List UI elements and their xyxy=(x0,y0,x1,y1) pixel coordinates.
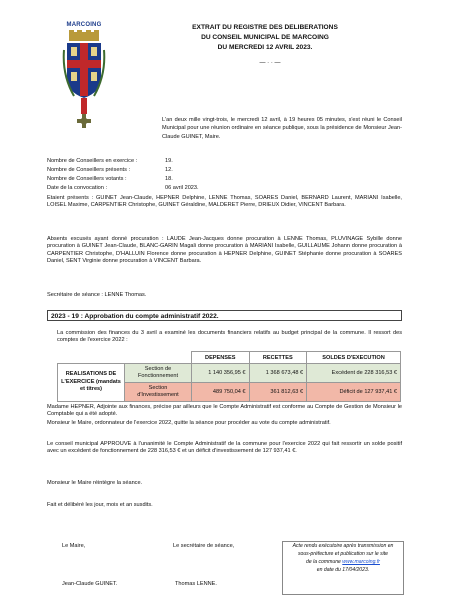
notice-line: Acte rendu exécutoire après transmission en xyxy=(292,543,394,549)
absent-members: Absents excusés ayant donné procuration : LAUDE Jean-Jacques donne procuration à LENNE Thomas, PLUVINAGE Sybille donne procuration à GUINET Jean-Claude, BLANC-GARIN Magali donne procuration à MARIANI Isabelle, GUILLAUME Johann donne procuration à CARPENTIER Christophe, D'HALLUIN Florence donne procuration à HEPNER Delphine, GUINET Stéphanie donne procuration à SOARES Daniel, SENT Virginie donne procuration à VINCENT Barbara. xyxy=(47,236,402,265)
solde-value: Excédent de 228 316,53 € xyxy=(307,364,401,383)
present-members: Etaient présents : GUINET Jean-Claude, HEPNER Delphine, LENNE Thomas, SOARES Daniel, BERNARD Laurent, MARIANI Isabelle, LOISEL Maxime, CARPENTIER Christophe, GUINET Géraldine, MALDERET Pierre, DRIEUX Didier, VINCENT Barbara. xyxy=(47,195,402,209)
row-label: Section d'Investissement xyxy=(125,383,192,402)
secretaire-name: Thomas LENNE. xyxy=(175,581,217,587)
recettes-value: 1 368 673,48 € xyxy=(249,364,307,383)
header-line-3: DU MERCREDI 12 AVRIL 2023. xyxy=(217,44,313,51)
depenses-value: 489 750,04 € xyxy=(192,383,250,402)
depenses-value: 1 140 356,95 € xyxy=(192,364,250,383)
row-header: REALISATIONS DE L'EXERCICE (mandats et titres) xyxy=(58,364,125,402)
count-row xyxy=(47,167,297,174)
count-label: Nombre de Conseillers en exercice : xyxy=(47,158,138,164)
notice-line: sous-préfecture et publication sur le site xyxy=(297,551,389,557)
commission-text: La commission des finances du 3 avril a examiné les documents financiers relatifs au budget principal de la commune. Il ressort des comptes de l'exercice 2022 : xyxy=(57,330,402,344)
secretaire-signature-label: Le secrétaire de séance, xyxy=(173,543,235,549)
count-label: Nombre de Conseillers votants : xyxy=(47,176,127,182)
return-statement: Monsieur le Maire réintègre la séance. xyxy=(47,480,143,486)
hepner-statement: Madame HEPNER, Adjointe aux finances, précise par ailleurs que le Compte Administratif est conforme au Compte de Gestion de Monsieur le Comptable qui a été adopté. xyxy=(47,404,402,418)
header-separator: — · · — xyxy=(259,60,281,66)
column-header: SOLDES D'EXECUTION xyxy=(307,352,401,364)
financial-table xyxy=(57,351,401,402)
maire-signature-label: Le Maire, xyxy=(62,543,86,549)
document-header xyxy=(150,23,380,53)
recettes-value: 361 812,63 € xyxy=(249,383,307,402)
column-header: RECETTES xyxy=(249,352,307,364)
notice-line xyxy=(283,558,403,566)
notice-text: de la commune xyxy=(306,559,343,565)
count-row xyxy=(47,185,297,192)
row-label: Section de Fonctionnement xyxy=(125,364,192,383)
count-value: 18. xyxy=(165,176,173,182)
count-label: Date de la convocation : xyxy=(47,185,108,191)
maire-name: Jean-Claude GUINET. xyxy=(62,581,118,587)
count-label: Nombre de Conseillers présents : xyxy=(47,167,131,173)
count-value: 19. xyxy=(165,158,173,164)
closing-statement: Fait et délibéré les jour, mois et an susdits. xyxy=(47,502,153,508)
crest-label: MARCOING xyxy=(66,22,102,28)
solde-value: Déficit de 127 937,41 € xyxy=(307,383,401,402)
marcoing-coat-of-arms-logo xyxy=(62,30,106,150)
count-value: 12. xyxy=(165,167,173,173)
notice-line: en date du 17/04/2023. xyxy=(316,567,370,573)
section-title: 2023 - 19 : Approbation du compte administratif 2022. xyxy=(47,310,402,321)
intro-paragraph: L'an deux mille vingt-trois, le mercredi 12 avril, à 19 heures 05 minutes, s'est réuni le Conseil Municipal pour une réunion ordinaire en séance publique, sous la présidence de Monsieur Jean-Claude GUINET, Maire. xyxy=(162,117,402,140)
header-line-2: DU CONSEIL MUNICIPAL DE MARCOING xyxy=(201,34,329,41)
count-value: 06 avril 2023. xyxy=(165,185,199,191)
table-row xyxy=(58,364,401,383)
column-header: DEPENSES xyxy=(192,352,250,364)
header-line-1: EXTRAIT DU REGISTRE DES DELIBERATIONS xyxy=(192,24,338,31)
maire-statement: Monsieur le Maire, ordonnateur de l'exercice 2022, quitte la séance pour procéder au vote du compte administratif. xyxy=(47,420,331,426)
session-secretary: Secrétaire de séance : LENNE Thomas. xyxy=(47,292,147,298)
count-row xyxy=(47,158,297,165)
execution-notice-box xyxy=(282,541,404,595)
approval-statement: Le conseil municipal APPROUVE à l'unanimité le Compte Administratif de la commune pour l'exercice 2022 qui fait ressortir un solde positif avec un excédent de fonctionnement de 228 316,53 € et un déficit d'investissement de 127 937,41 €. xyxy=(47,441,402,455)
count-row xyxy=(47,176,297,183)
marcoing-website-link[interactable]: www.marcoing.fr xyxy=(342,559,380,565)
table-header-row xyxy=(58,352,401,364)
